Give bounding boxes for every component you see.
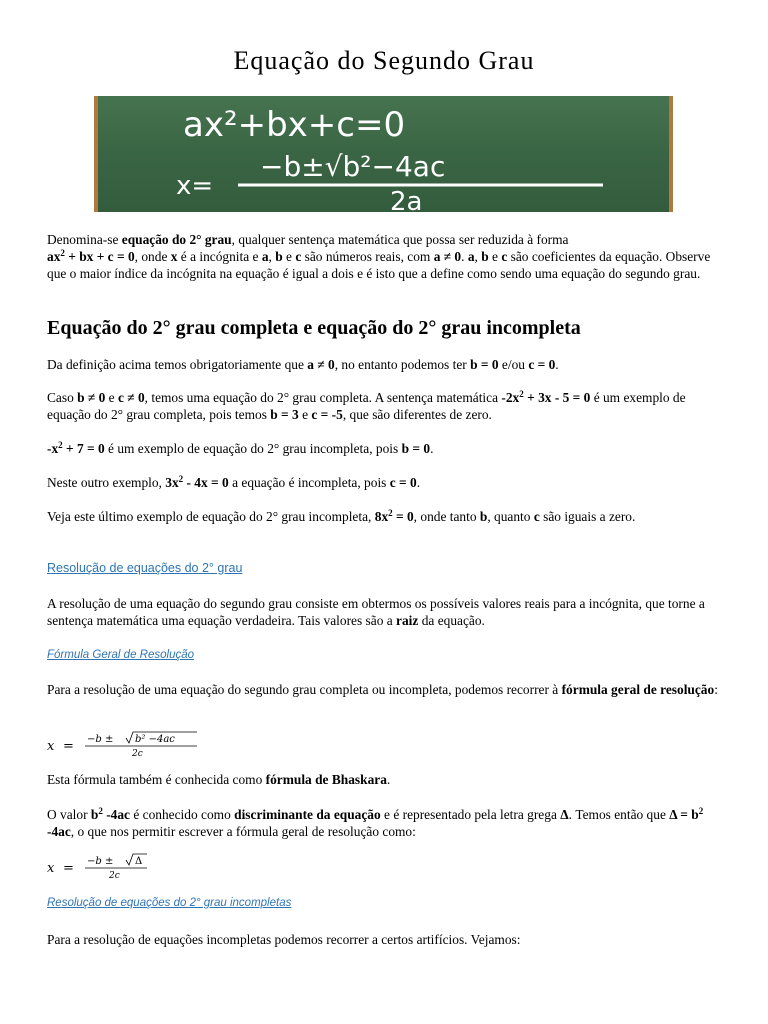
formula-bhaskara: [47, 730, 207, 760]
chalkboard-image: [94, 96, 673, 212]
paragraph-general-formula: Para a resolução de uma equação do segundo grau completa ou incompleta, podemos recorrer à fórmula geral de resolução:: [47, 682, 718, 697]
formula2-x: x: [47, 861, 55, 876]
formula2-eq: =: [63, 861, 74, 876]
paragraph-incomplete-c: Neste outro exemplo, $3x^2 - 4x = 0$ a equação é incompleta, pois c = 0.: [47, 474, 421, 490]
paragraph-discriminant: O valor $b^2$ -4ac é conhecido como discriminante da equação e é representado pela letra grega Δ. Temos então que $\Delta = b^2$ -4ac, o que nos permitir escrever a fórmula geral de resolução como:: [47, 806, 704, 839]
formula2-num: −b ±: [87, 856, 114, 867]
paragraph-complete-example: Caso b ≠ 0 e c ≠ 0, temos uma equação do 2° grau completa. A sentença matemática $-2x^2 + 3x - 5 = 0$ é um exemplo de equação do 2° grau completa, pois temos b = 3 e c = -5, que são diferentes de zero.: [47, 389, 686, 422]
paragraph-definition: Da definição acima temos obrigatoriamente que a ≠ 0, no entanto podemos ter b = 0 e/ou c = 0.: [47, 357, 559, 372]
intro-paragraph: Denomina-se equação do 2° grau, qualquer sentença matemática que possa ser reduzida à forma $ax^2$ + bx + c = 0, onde x é a incógnita e a, b e c são números reais, com a ≠ 0. a, b e c são coeficientes da equação. Observe que o maior índice da incógnita na equação é igual a dois e é isto que a define como sendo uma equação do segundo grau.: [47, 232, 711, 281]
heading-complete-incomplete: Equação do 2° grau completa e equação do 2° grau incompleta: [47, 317, 581, 339]
formula2-rad: Δ: [135, 856, 143, 867]
board-x-eq: x=: [176, 171, 214, 201]
formula1-den: 2c: [132, 749, 143, 759]
formula-delta: [47, 852, 167, 882]
formula1-x: x: [47, 739, 55, 754]
board-denominator: 2a: [390, 187, 423, 212]
board-numerator: −b±√b²−4ac: [260, 150, 446, 183]
paragraph-incomplete-b: $-x^2 + 7 = 0$ é um exemplo de equação do 2° grau incompleta, pois b = 0.: [47, 440, 434, 456]
subheading-resolution[interactable]: Resolução de equações do 2° grau: [47, 561, 243, 575]
subheading-incomplete-resolution[interactable]: Resolução de equações do 2° grau incompletas: [47, 897, 292, 909]
formula1-eq: =: [63, 739, 74, 754]
chalkboard-formula: [98, 96, 669, 212]
paragraph-incomplete-both: Veja este último exemplo de equação do 2° grau incompleta, $8x^2 = 0$, onde tanto b, quanto c são iguais a zero.: [47, 508, 636, 524]
formula1-rad: b² −4ac: [135, 734, 175, 745]
formula1-num: −b ±: [87, 734, 114, 745]
paragraph-resolution: A resolução de uma equação do segundo grau consiste em obtermos os possíveis valores reais para a incógnita, que torne a sentença matemática uma equação verdadeira. Tais valores são a raiz da equação.: [47, 596, 705, 628]
formula2-den: 2c: [109, 871, 120, 881]
paragraph-incomplete-artifices: Para a resolução de equações incompletas podemos recorrer a certos artifícios. Vejamos:: [47, 932, 521, 947]
board-line1: ax²+bx+c=0: [183, 105, 406, 145]
paragraph-bhaskara: Esta fórmula também é conhecida como fórmula de Bhaskara.: [47, 772, 391, 787]
page-title: Equação do Segundo Grau: [233, 46, 535, 75]
subheading-general-formula[interactable]: Fórmula Geral de Resolução: [47, 649, 195, 661]
